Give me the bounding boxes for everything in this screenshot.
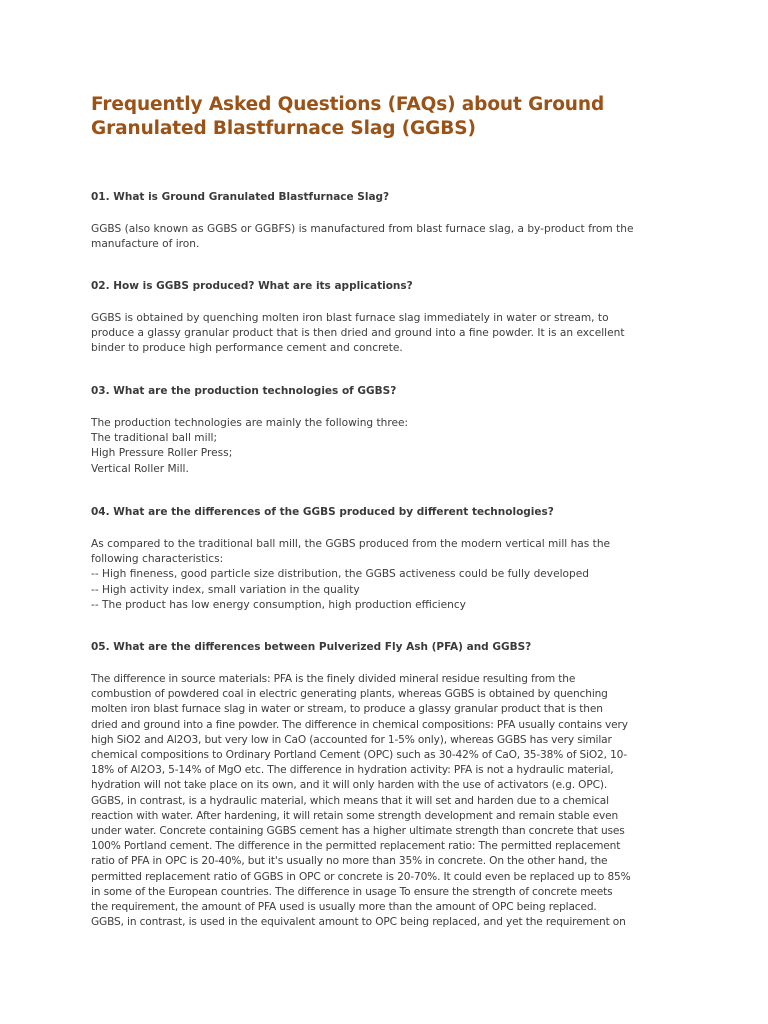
answer-line: produce a glassy granular product that is then dried and ground into a fine powder. It is an excellent (91, 327, 625, 340)
answer-line: the requirement, the amount of PFA used is usually more than the amount of OPC being replaced. (91, 901, 597, 914)
faq-answer-02 (91, 311, 691, 357)
faq-question-02: 02. How is GGBS produced? What are its applications? (91, 280, 413, 292)
answer-line: As compared to the traditional ball mill, the GGBS produced from the modern vertical mill has the (91, 538, 611, 550)
answer-line: molten iron blast furnace slag in water or stream, to produce a glassy granular product that is then (91, 703, 603, 716)
faq-item-02 (91, 279, 691, 357)
faq-answer-01 (91, 222, 691, 252)
answer-line: hydration will not take place on its own, and it will only harden with the use of activators (e.g. OPC). (91, 779, 608, 792)
faq-question-03: 03. What are the production technologies of GGBS? (91, 385, 397, 397)
answer-line: GGBS is obtained by quenching molten iron blast furnace slag immediately in water or stream, to (91, 312, 609, 324)
answer-line: following characteristics: (91, 553, 224, 566)
faq-item-04 (91, 505, 691, 613)
faq-answer-04 (91, 537, 691, 613)
faq-item-03 (91, 384, 691, 477)
answer-line: GGBS, in contrast, is a hydraulic material, which means that it will set and harden due to a chemical (91, 794, 609, 807)
answer-line: ratio of PFA in OPC is 20-40%, but it's usually no more than 35% in concrete. On the other hand, the (91, 855, 608, 868)
faq-item-01 (91, 190, 691, 252)
page-title-line-1: Frequently Asked Questions (FAQs) about Ground (91, 94, 605, 115)
answer-line: high SiO2 and Al2O3, but very low in CaO (accounted for 1-5% only), whereas GGBS has very similar (91, 733, 612, 746)
answer-line: -- The product has low energy consumption, high production efficiency (91, 598, 466, 611)
answer-line: reaction with water. After hardening, it will retain some strength development and remain stable even (91, 809, 619, 822)
answer-line: manufacture of iron. (91, 238, 200, 251)
answer-line: binder to produce high performance cement and concrete. (91, 342, 403, 355)
answer-line: 18% of Al2O3, 5-14% of MgO etc. The difference in hydration activity: PFA is not a hydraulic material, (91, 764, 614, 777)
answer-line: The traditional ball mill; (91, 432, 218, 445)
answer-line: High Pressure Roller Press; (91, 447, 233, 460)
faq-question-04: 04. What are the differences of the GGBS produced by different technologies? (91, 506, 554, 518)
faq-answer-03 (91, 416, 691, 477)
answer-line: Vertical Roller Mill. (91, 462, 189, 475)
answer-line: permitted replacement ratio of GGBS in OPC or concrete is 20-70%. It could even be replaced up to 85% (91, 870, 631, 883)
answer-line: 100% Portland cement. The difference in the permitted replacement ratio: The permitted replacement (91, 840, 621, 853)
answer-line: dried and ground into a fine powder. The difference in chemical compositions: PFA usually contains very (91, 718, 628, 731)
answer-line: chemical compositions to Ordinary Portland Cement (OPC) such as 30-42% of CaO, 35-38% of SiO2, 10- (91, 749, 627, 762)
faq-item-05 (91, 640, 691, 930)
page-title-line-2: Granulated Blastfurnace Slag (GGBS) (91, 118, 476, 139)
faq-question-01: 01. What is Ground Granulated Blastfurnace Slag? (91, 191, 390, 203)
answer-line: under water. Concrete containing GGBS cement has a higher ultimate strength than concrete that uses (91, 825, 625, 838)
faq-question-05: 05. What are the differences between Pulverized Fly Ash (PFA) and GGBS? (91, 641, 532, 653)
answer-line: GGBS, in contrast, is used in the equivalent amount to OPC being replaced, and yet the requirement on (91, 916, 626, 929)
answer-line: in some of the European countries. The difference in usage To ensure the strength of concrete meets (91, 885, 613, 898)
answer-line: The difference in source materials: PFA is the finely divided mineral residue resulting from the (91, 673, 576, 685)
answer-line: -- High fineness, good particle size distribution, the GGBS activeness could be fully developed (91, 568, 589, 581)
answer-line: combustion of powdered coal in electric generating plants, whereas GGBS is obtained by quenching (91, 688, 608, 701)
answer-line: GGBS (also known as GGBS or GGBFS) is manufactured from blast furnace slag, a by-product from the (91, 223, 634, 235)
answer-line: The production technologies are mainly the following three: (91, 417, 409, 429)
answer-line: -- High activity index, small variation in the quality (91, 583, 360, 596)
page-title (91, 93, 691, 141)
faq-answer-05 (91, 672, 691, 930)
